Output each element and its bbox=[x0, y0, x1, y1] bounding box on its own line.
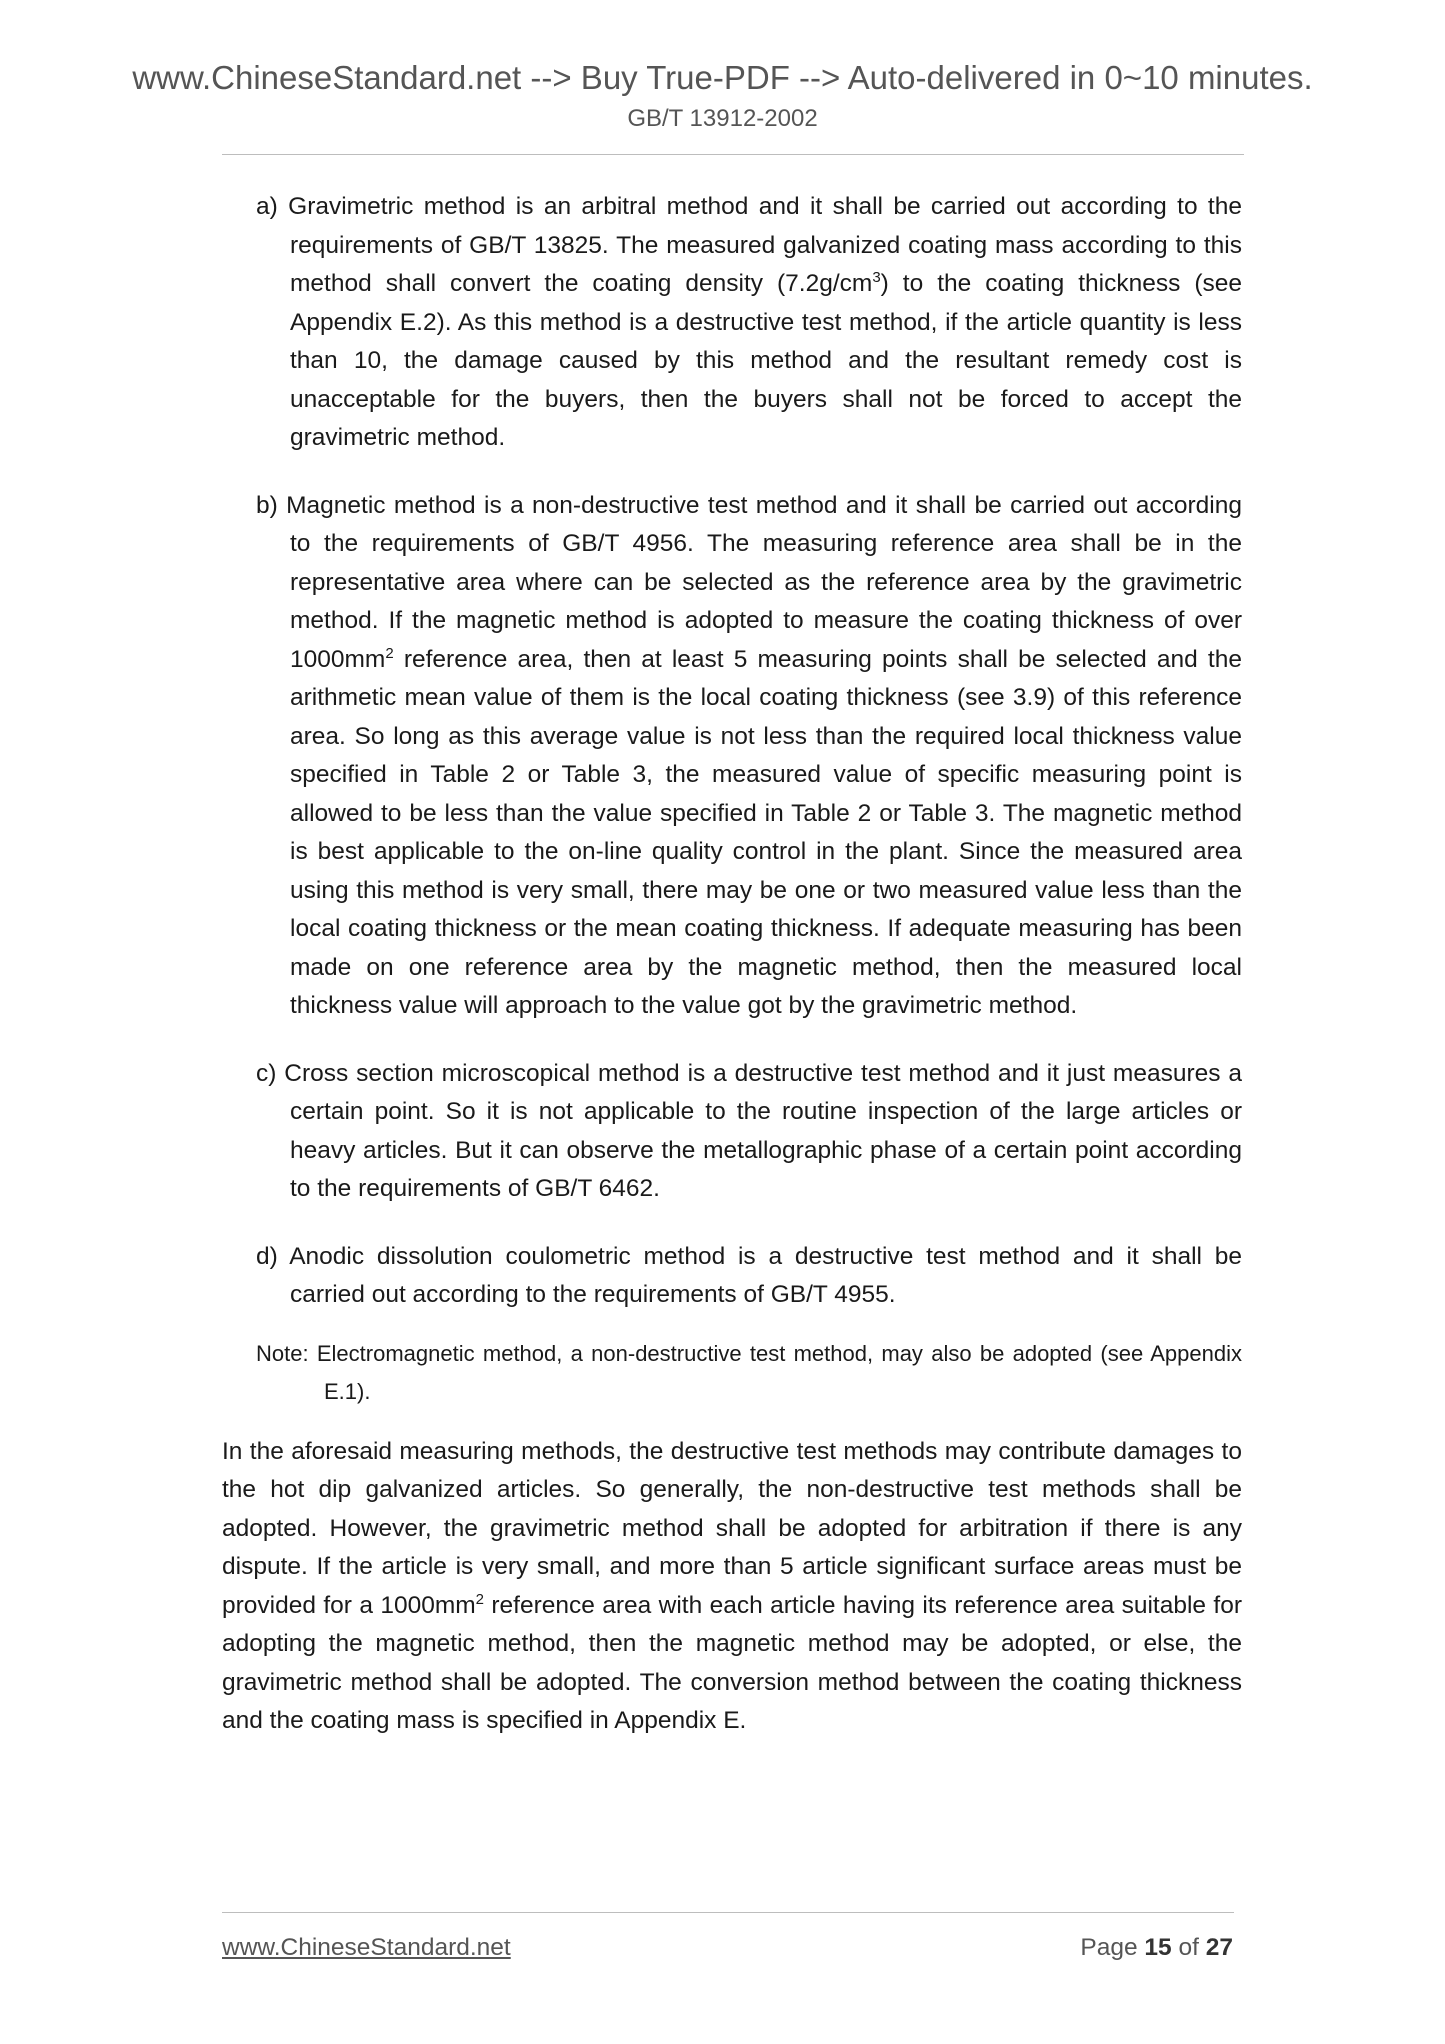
summary-paragraph-text bbox=[222, 1433, 1242, 1741]
list-item-d-text: d) Anodic dissolution coulometric method is a destructive test method and it shall be carried out according to the requirements of GB/T 4955. bbox=[256, 1242, 1242, 1308]
footer-divider bbox=[222, 1912, 1234, 1913]
list-item-a-text-part2: ) to the coating thickness (see Appendix E.2). As this method is a destructive test method, if the article quantity is less than 10, the damage caused by this method and the resultant remedy cost is unacceptable for the buyers, then the buyers shall not be forced to accept the gravimetric method. bbox=[290, 270, 1242, 451]
body-content bbox=[222, 188, 1242, 1741]
superscript-2: 2 bbox=[475, 1590, 484, 1608]
list-item-c bbox=[256, 1055, 1242, 1209]
page-of: of bbox=[1171, 1934, 1206, 1961]
list-item-c-text: c) Cross section microscopical method is a destructive test method and it just measures a certain point. So it is not applicable to the routine inspection of the large articles or heavy articles. But it can observe the metallographic phase of a certain point according to the requirements of GB/T 6462. bbox=[256, 1059, 1242, 1202]
list-item-b-text-part1: b) Magnetic method is a non-destructive test method and it shall be carried out according to the requirements of GB/T 4956. The measuring reference area shall be in the representative area where can be selected as the reference area by the gravimetric method. If the magnetic method is adopted to measure the coating thickness of over 1000mm bbox=[256, 491, 1242, 673]
header-divider bbox=[222, 154, 1244, 155]
list-item-d bbox=[256, 1238, 1242, 1315]
list-item-b bbox=[256, 487, 1242, 1026]
footer-website-link[interactable]: www.ChineseStandard.net bbox=[222, 1934, 511, 1961]
list-item-b-text-part2: reference area, then at least 5 measuring points shall be selected and the arithmetic mean value of them is the local coating thickness (see 3.9) of this reference area. So long as this average value is not less than the required local thickness value specified in Table 2 or Table 3, the measured value of specific measuring point is allowed to be less than the value specified in Table 2 or Table 3. The magnetic method is best applicable to the on-line quality control in the plant. Since the measured area using this method is very small, there may be one or two measured value less than the local coating thickness or the mean coating thickness. If adequate measuring has been made on one reference area by the magnetic method, then the measured local thickness value will approach to the value got by the gravimetric method. bbox=[290, 645, 1242, 1019]
page-current: 15 bbox=[1144, 1934, 1172, 1961]
page-prefix: Page bbox=[1080, 1934, 1145, 1961]
list-item-b-text bbox=[256, 487, 1242, 1026]
summary-text-part1: In the aforesaid measuring methods, the destructive test methods may contribute damages to the hot dip galvanized articles. So generally, the non-destructive test methods shall be adopted. However, the gravimetric method shall be adopted for arbitration if there is any dispute. If the article is very small, and more than 5 article significant surface areas must be provided for a 1000mm bbox=[222, 1437, 1242, 1619]
summary-paragraph bbox=[222, 1433, 1242, 1741]
header-title: www.ChineseStandard.net --> Buy True-PDF --> Auto-delivered in 0~10 minutes. bbox=[132, 59, 1313, 96]
note bbox=[256, 1335, 1242, 1411]
page-total: 27 bbox=[1205, 1934, 1233, 1961]
list-item-a-text bbox=[256, 188, 1242, 458]
list-item-a bbox=[256, 188, 1242, 458]
superscript-3: 3 bbox=[872, 269, 881, 286]
list-item-a-text-part1: a) Gravimetric method is an arbitral method and it shall be carried out according to the requirements of GB/T 13825. The measured galvanized coating mass according to this method shall convert the coating density (7.2g/cm bbox=[256, 193, 1242, 297]
summary-text-part2: reference area with each article having its reference area suitable for adopting the magnetic method, then the magnetic method may be adopted, or else, the gravimetric method shall be adopted. The conversion method between the coating thickness and the coating mass is specified in Appendix E. bbox=[222, 1591, 1242, 1734]
superscript-2: 2 bbox=[385, 644, 394, 662]
page-number bbox=[1080, 1932, 1233, 1964]
note-text: Note: Electromagnetic method, a non-destructive test method, may also be adopted (see Appendix E.1). bbox=[256, 1340, 1242, 1404]
standard-number: GB/T 13912-2002 bbox=[627, 105, 818, 132]
